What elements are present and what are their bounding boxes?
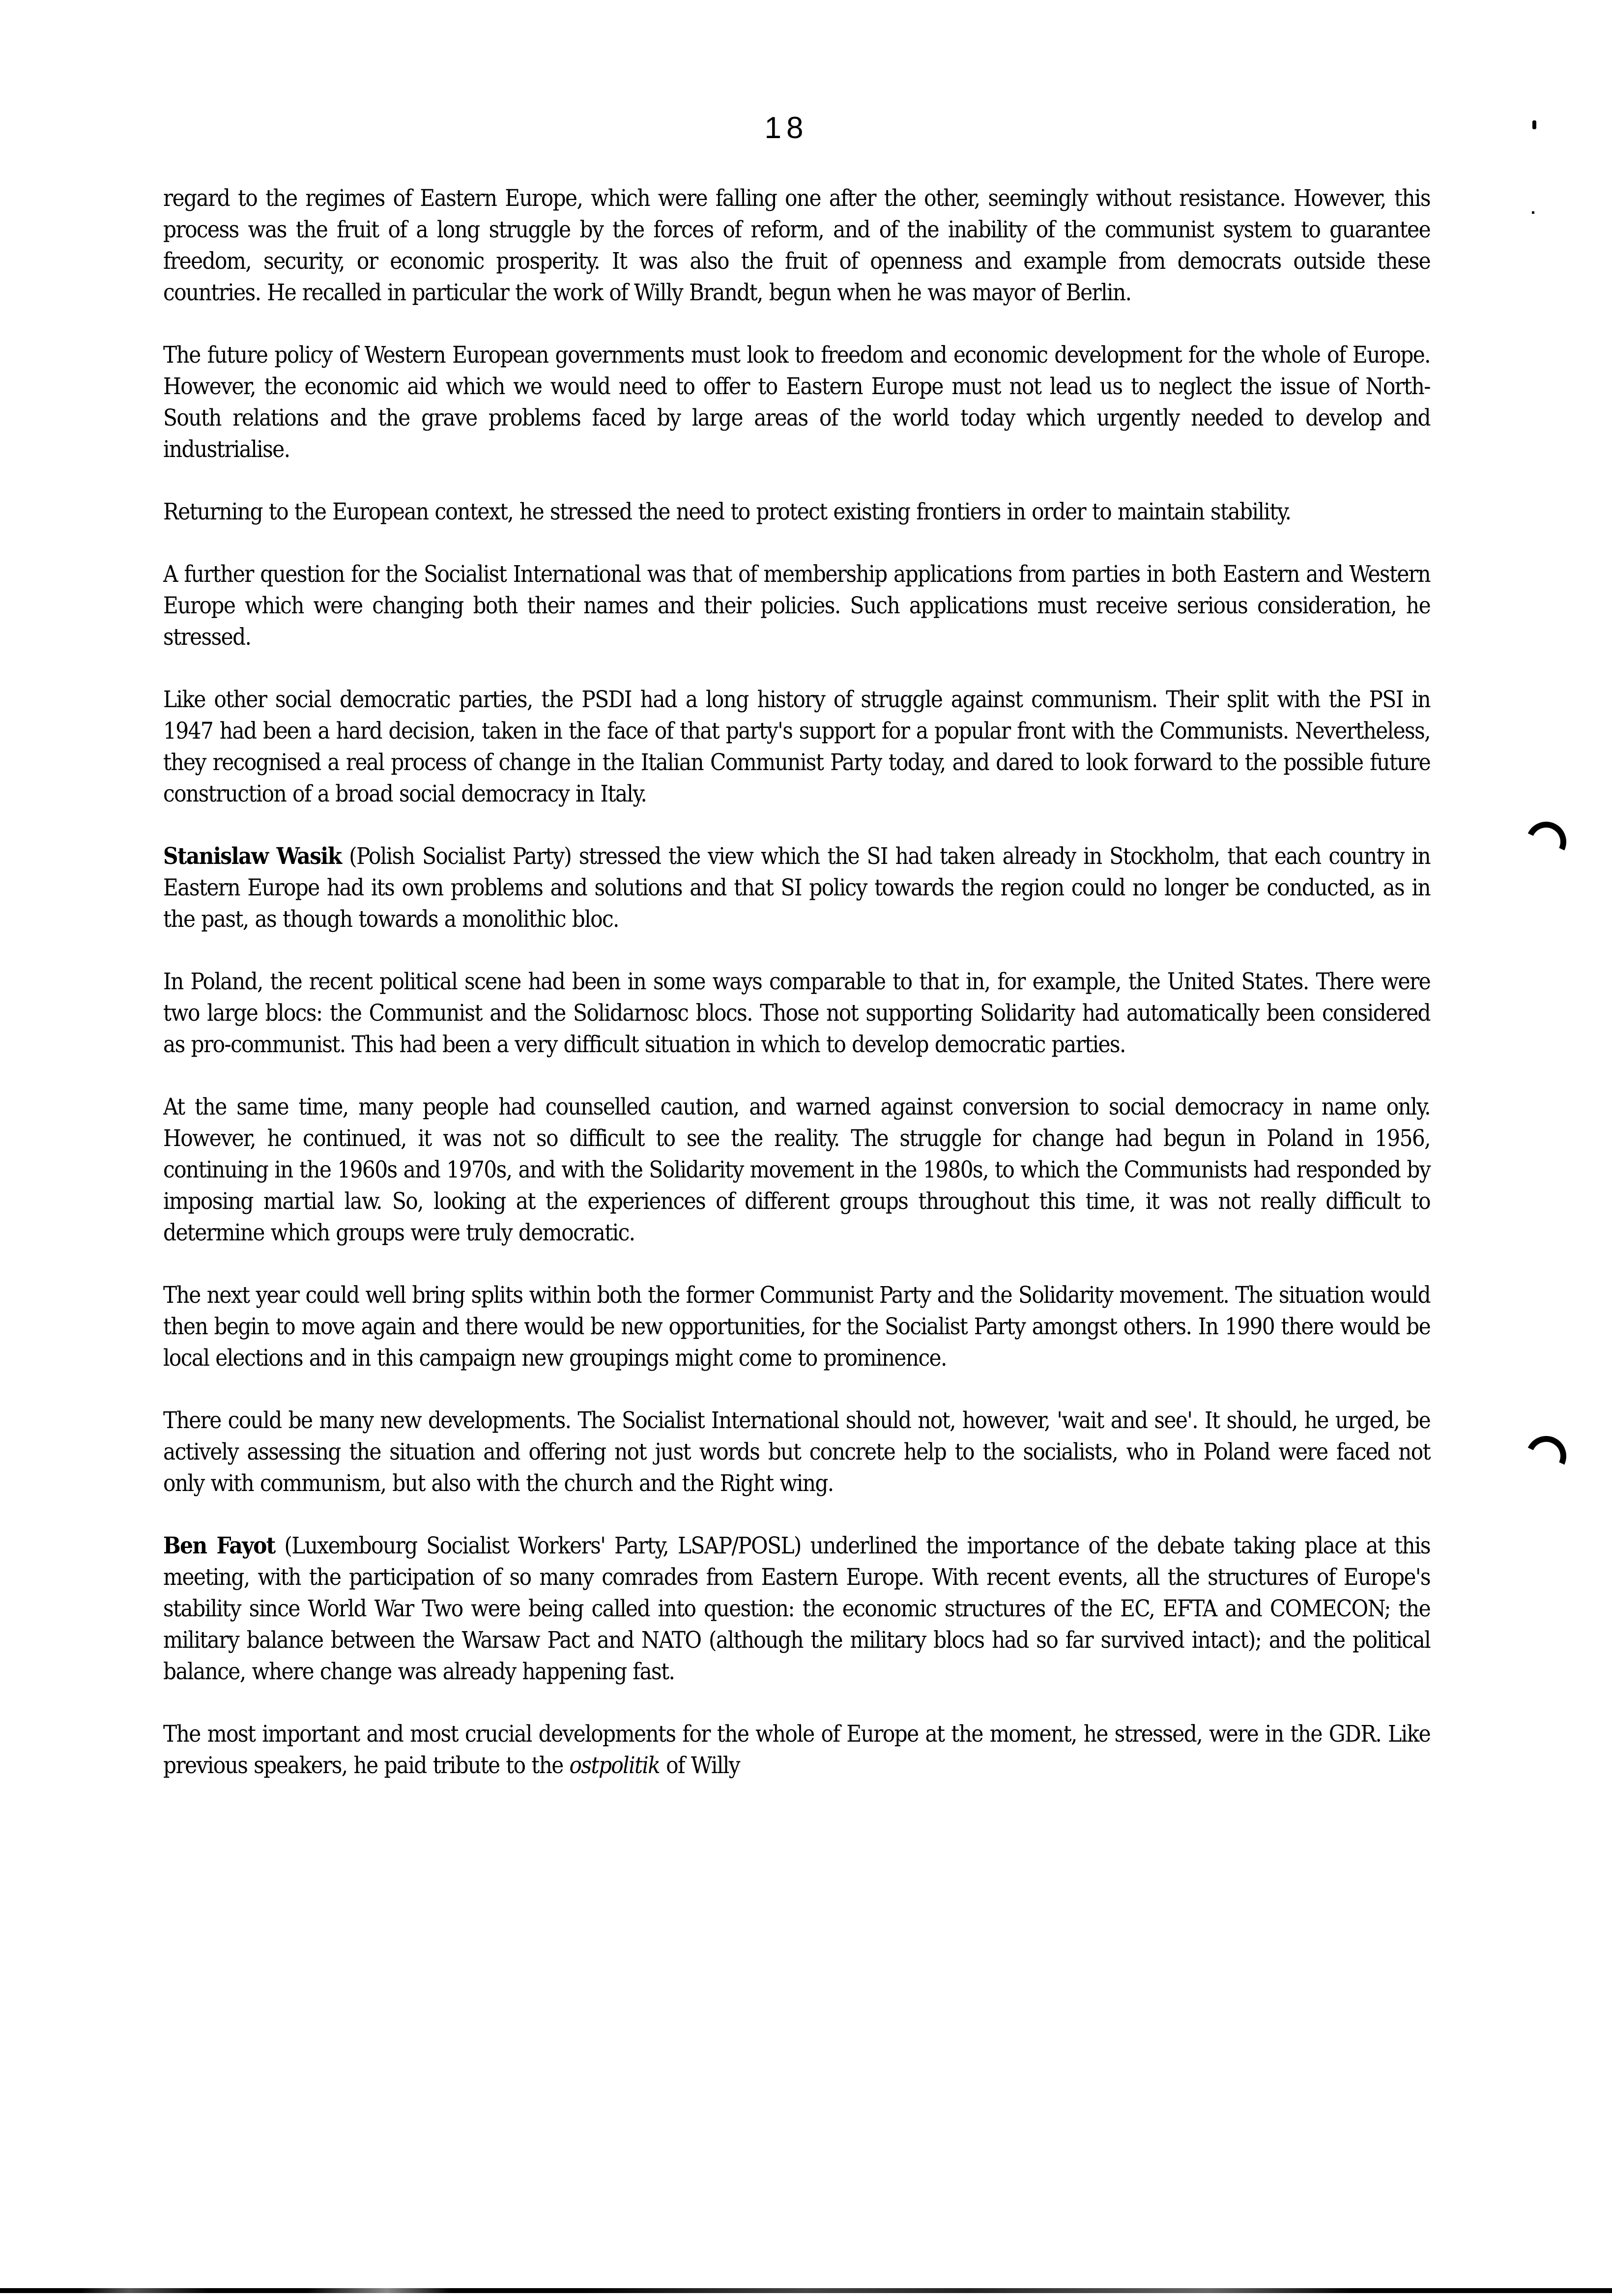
scan-artifact-dot <box>1532 120 1536 129</box>
scan-edge-artifact <box>0 2288 1612 2293</box>
paragraph-text: The future policy of Western European governments must look to freedom and economic development for the whole of Europe. However, the economic aid which we would need to offer to Eastern Europe must not lead us to neglect the issue of North-South relations and the grave problems faced by large areas of the world today which urgently needed to develop and industrialise. <box>163 342 1430 463</box>
paragraph-text: Like other social democratic parties, the PSDI had a long history of struggle against communism. Their split with the PSI in 1947 had been a hard decision, taken in the face of that party's support for a popular front with the Communists. Nevertheless, they recognised a real process of change in the Italian Communist Party today, and dared to look forward to the possible future construction of a broad social democracy in Italy. <box>163 686 1430 807</box>
speaker-name: Ben Fayot <box>163 1532 275 1559</box>
page-number: 18 <box>764 111 808 145</box>
paragraph <box>163 1280 1430 1374</box>
paragraph-text: In Poland, the recent political scene had been in some ways comparable to that in, for example, the United States. There were two large blocs: the Communist and the Solidarnosc blocs. Those not supporting Solidarity had automatically been considered as pro-communist. This had been a very difficult situation in which to develop democratic parties. <box>163 968 1430 1058</box>
paragraph <box>163 559 1430 653</box>
paragraph-speaker-wasik <box>163 841 1430 935</box>
paragraph <box>163 1405 1430 1499</box>
paragraph-text: regard to the regimes of Eastern Europe, which were falling one after the other, seemingly without resistance. However, this process was the fruit of a long struggle by the forces of reform, and of the inability of the communist system to guarantee freedom, security, or economic prosperity. It was also the fruit of openness and example from democrats outside these countries. He recalled in particular the work of Willy Brandt, begun when he was mayor of Berlin. <box>163 185 1430 306</box>
body-text <box>163 183 1430 1812</box>
italic-term: ostpolitik <box>569 1752 660 1779</box>
paragraph-text: A further question for the Socialist International was that of membership applications from parties in both Eastern and Western Europe which were changing both their names and their policies. Such applications must receive serious consideration, he stressed. <box>163 561 1430 651</box>
binding-hole-mark-icon <box>1520 1430 1572 1482</box>
paragraph-text: There could be many new developments. The Socialist International should not, however, 'wait and see'. It should, he urged, be actively assessing the situation and offering not just words but concrete help to the socialists, who in Poland were faced not only with communism, but also with the church and the Right wing. <box>163 1407 1430 1497</box>
paragraph <box>163 684 1430 810</box>
paragraph <box>163 496 1430 528</box>
paragraph-text: (Polish Socialist Party) stressed the view which the SI had taken already in Stockholm, that each country in Eastern Europe had its own problems and solutions and that SI policy towards the region could no longer be conducted, as in the past, as though towards a monolithic bloc. <box>163 843 1431 933</box>
paragraph-text: The most important and most crucial developments for the whole of Europe at the moment, he stressed, were in the GDR. Like previous speakers, he paid tribute to the <box>163 1721 1430 1779</box>
binding-hole-mark-icon <box>1520 816 1572 867</box>
paragraph-text: (Luxembourg Socialist Workers' Party, LSAP/POSL) underlined the importance of the debate taking place at this meeting, with the participation of so many comrades from Eastern Europe. With recent events, all the structures of Europe's stability since World War Two were being called into question: the economic structures of the EC, EFTA and COMECON; the military balance between the Warsaw Pact and NATO (although the military blocs had so far survived intact); and the political balance, where change was already happening fast. <box>163 1532 1431 1685</box>
paragraph <box>163 966 1430 1061</box>
paragraph-text: The next year could well bring splits within both the former Communist Party and the Solidarity movement. The situation would then begin to move again and there would be new opportunities, for the Socialist Party amongst others. In 1990 there would be local elections and in this campaign new groupings might come to prominence. <box>163 1282 1430 1372</box>
paragraph <box>163 340 1430 465</box>
speaker-name: Stanislaw Wasik <box>163 843 342 870</box>
paragraph <box>163 1719 1430 1781</box>
paragraph <box>163 1091 1430 1249</box>
paragraph-text: Returning to the European context, he stressed the need to protect existing frontiers in order to maintain stability. <box>163 498 1291 525</box>
paragraph-text: At the same time, many people had counselled caution, and warned against conversion to social democracy in name only. However, he continued, it was not so difficult to see the reality. The struggle for change had begun in Poland in 1956, continuing in the 1960s and 1970s, and with the Solidarity movement in the 1980s, to which the Communists had responded by imposing martial law. So, looking at the experiences of different groups throughout this time, it was not really difficult to determine which groups were truly democratic. <box>163 1093 1430 1246</box>
paragraph <box>163 183 1430 309</box>
scan-artifact-tick <box>1532 211 1534 214</box>
paragraph-speaker-fayot <box>163 1530 1430 1688</box>
paragraph-text: of Willy <box>660 1752 740 1779</box>
